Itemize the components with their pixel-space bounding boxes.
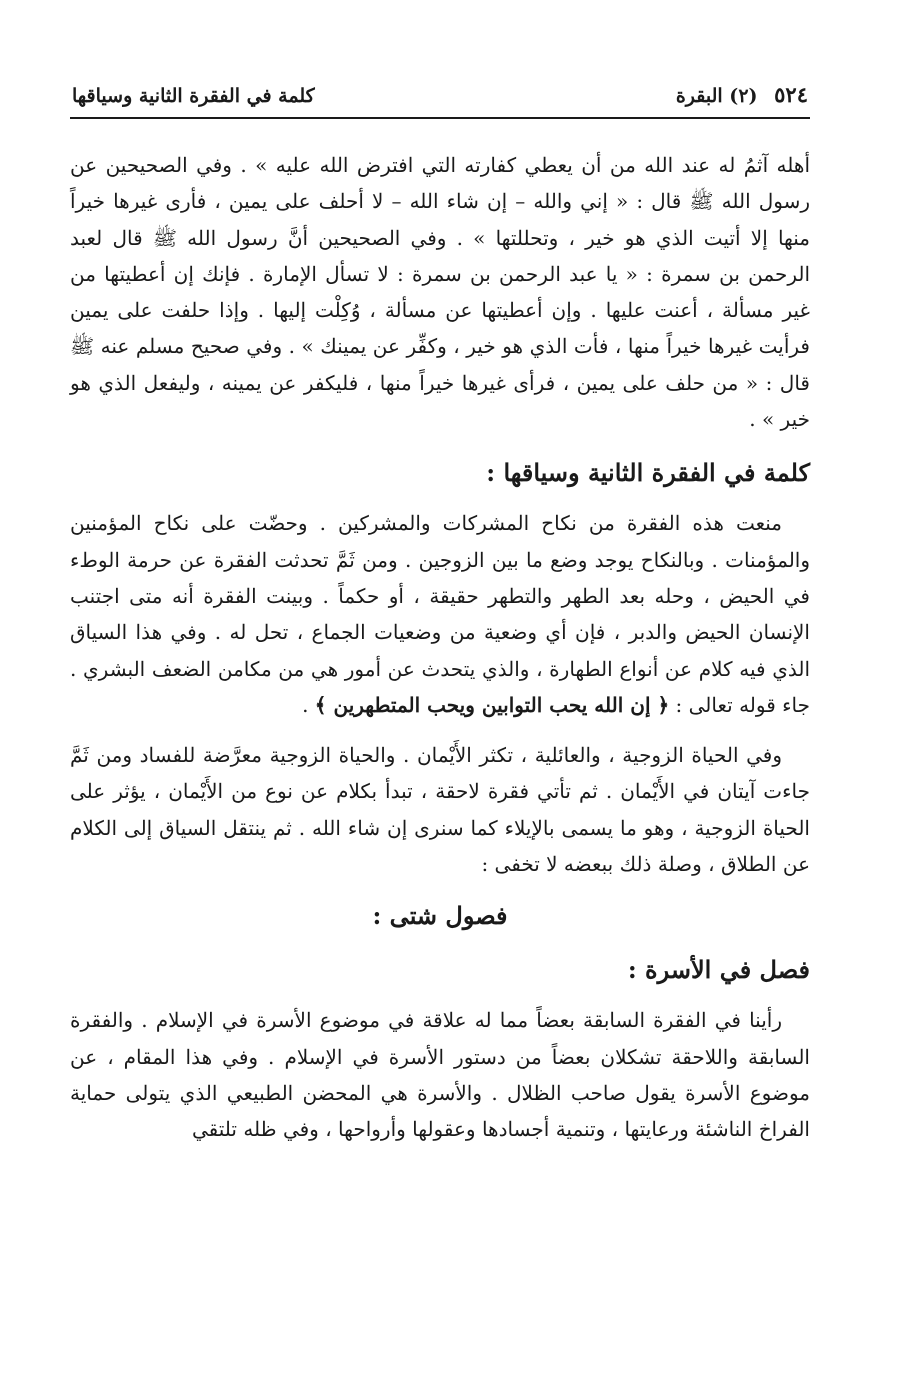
paragraph-passage-summary-text: منعت هذه الفقرة من نكاح المشركات والمشركين . وحضّت على نكاح المؤمنين والمؤمنات . وبالنكاح يوجد وضع ما بين الزوجين . ومن ثَمَّ تحدثت الفقرة عن حرمة الوطء في الحيض ، وحله بعد الطهر والتطهر حقيقة ، أو حكماً . وبينت الفقرة أنه متى اجتنب الإنسان الحيض والدبر ، فإن أي وضعية من وضعيات الجماع ، تحل له . وفي هذا السياق الذي فيه كلام عن أنواع الطهارة ، والذي يتحدث عن أمور هي من مكامن الضعف البشري . جاء قوله تعالى : [70,511,810,717]
paragraph-family: رأينا في الفقرة السابقة بعضاً مما له علاقة في موضوع الأسرة في الإسلام . والفقرة السابقة واللاحقة تشكلان بعضاً من دستور الأسرة في الإسلام . وفي هذا المقام ، عن موضوع الأسرة يقول صاحب الظلال . والأسرة هي المحضن الطبيعي الذي يتولى حماية الفراخ الناشئة ورعايتها ، وتنمية أجسادها وعقولها وأرواحها ، وفي ظله تلتقي [70,1008,810,1142]
quran-quote: ﴿ إن الله يحب التوابين ويحب المتطهرين ﴾ [314,692,670,717]
surah-name: (٢) البقرة [675,85,758,107]
heading-family-chapter: فصل في الأسرة : [627,955,810,985]
paragraph-gap [70,723,810,737]
paragraph-passage-summary [70,505,810,723]
header-section-title: كلمة في الفقرة الثانية وسياقها [72,85,315,107]
book-page [70,82,810,1148]
paragraph-hadith: أهله آثمُ له عند الله من أن يعطي كفارته التي افترض الله عليه » . وفي الصحيحين عن رسول الله ﷺ قال : « إني والله – إن شاء الله – لا أحلف على يمين ، فأرى غيرها خيراً منها إلا أتيت الذي هو خير ، وتحللتها » . وفي الصحيحين أنَّ رسول الله ﷺ قال لعبد الرحمن بن سمرة : « يا عبد الرحمن بن سمرة : لا تسأل الإمارة . فإنك إن أعطيتها من غير مسألة ، أعنت عليها . وإن أعطيتها عن مسألة ، وُكِلْت إليها . وإذا حلفت على يمين فرأيت غيرها خيراً منها ، فأت الذي هو خير ، وكفِّر عن يمينك » . وفي صحيح مسلم عنه ﷺ قال : « من حلف على يمين ، فرأى غيرها خيراً منها ، فليكفر عن يمينه ، وليفعل الذي هو خير » . [70,153,810,432]
heading-various-chapters: فصول شتى : [372,901,508,931]
paragraph-oaths: وفي الحياة الزوجية ، والعائلية ، تكثر الأَيْمان . والحياة الزوجية معرَّضة للفساد ومن ثَمَّ جاءت آيتان في الأَيْمان . ثم تأتي فقرة لاحقة ، تبدأ بكلام عن نوع من الأَيْمان ، يؤثر على الحياة الزوجية ، وهو ما يسمى بالإيلاء كما سنرى إن شاء الله . ثم ينتقل السياق إلى الكلام عن الطلاق ، وصلة ذلك ببعضه لا تخفى : [70,743,810,877]
header-right [676,82,808,107]
page-content [70,147,810,1148]
heading-second-passage: كلمة في الفقرة الثانية وسياقها : [486,458,810,488]
running-header [70,82,810,119]
page-number: ٥٢٤ [774,82,808,107]
paragraph-end-mark: . [302,692,315,717]
